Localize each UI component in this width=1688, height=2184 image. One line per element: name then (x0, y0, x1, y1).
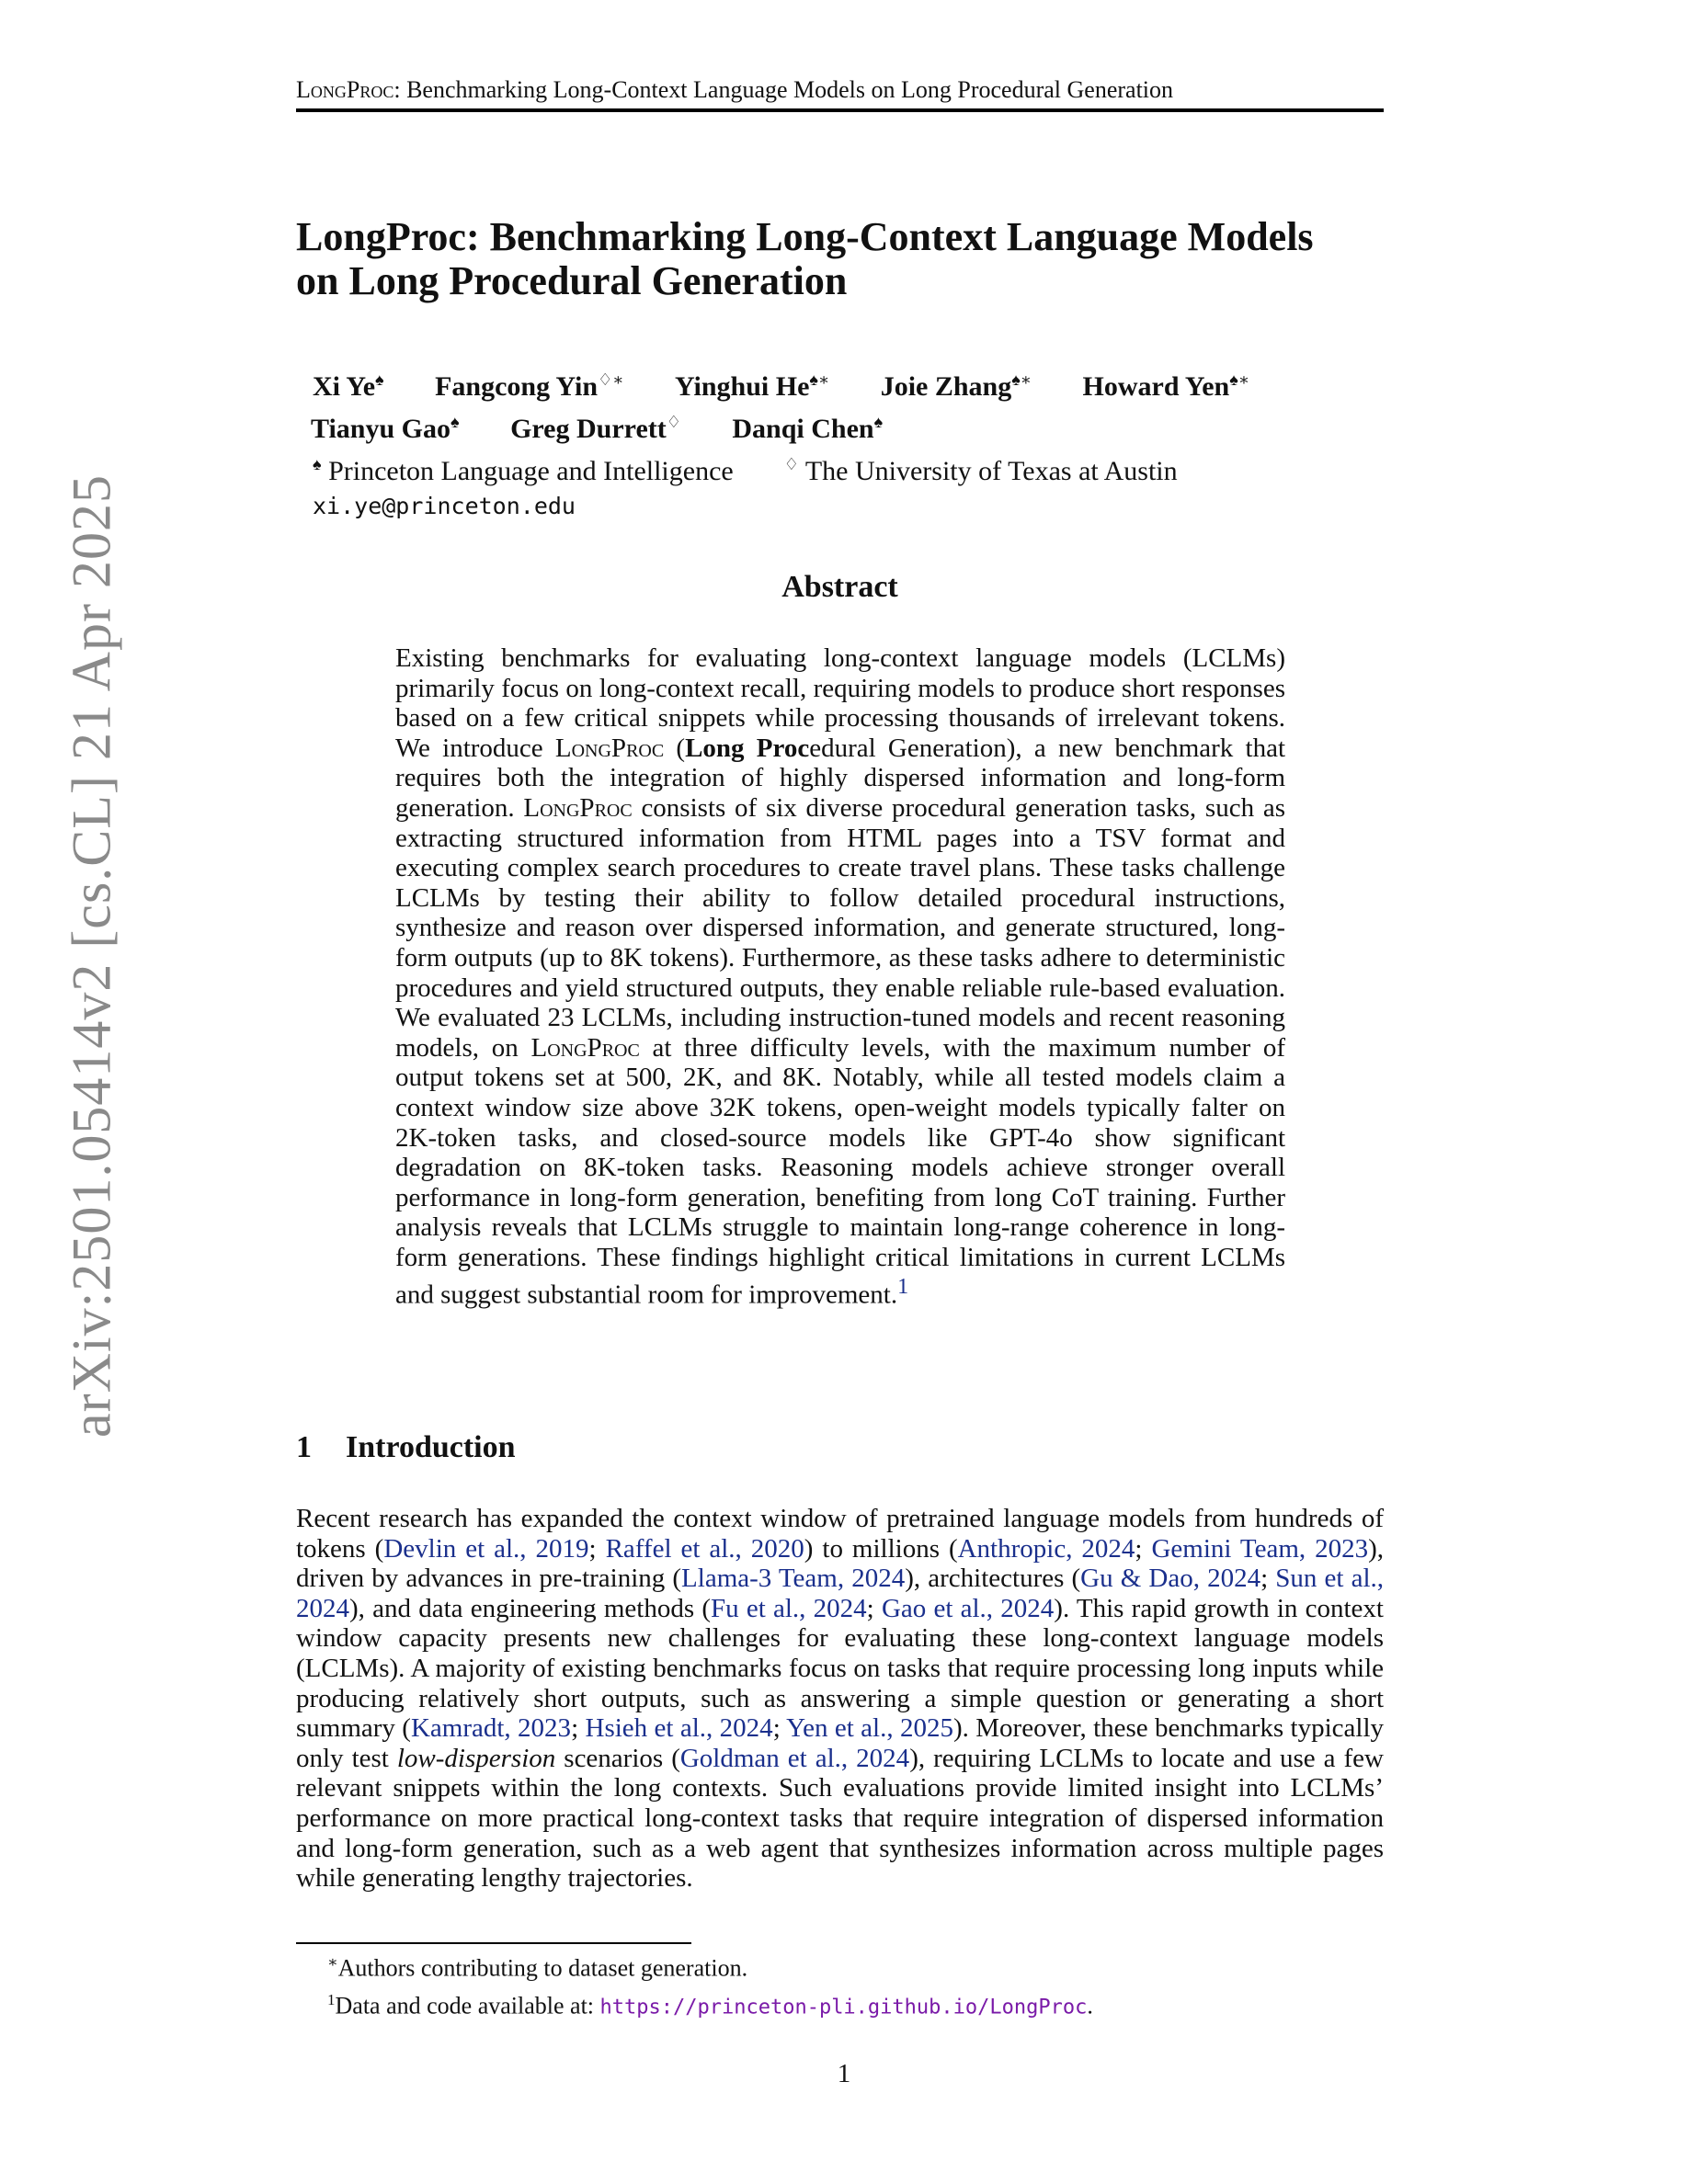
affiliations (313, 447, 1379, 489)
citation-link[interactable]: Gu & Dao, 2024 (1080, 1564, 1261, 1594)
author: Howard Yen♠∗ (1082, 370, 1250, 402)
citation-link[interactable]: Llama-3 Team, 2024 (681, 1564, 906, 1594)
author: Joie Zhang♠∗ (880, 370, 1032, 402)
paper-title (296, 215, 1384, 303)
affiliation-ut-austin: The University of Texas at Austin (804, 456, 1178, 486)
author: Tianyu Gao♠ (311, 413, 460, 444)
running-head-smallcaps: LongProc (296, 76, 394, 103)
running-head (296, 75, 1384, 112)
title-line-1: LongProc: Benchmarking Long-Context Language Models (296, 214, 1314, 259)
author-row-2 (311, 404, 1379, 447)
abstract-heading: Abstract (781, 570, 898, 604)
author-row-1 (313, 362, 1379, 404)
arxiv-stamp: arXiv:2501.05414v2 [cs.CL] 21 Apr 2025 (61, 474, 122, 1438)
author-block (313, 362, 1379, 524)
page-number: 1 (837, 2059, 851, 2088)
author: Yinghui He♠∗ (674, 370, 830, 402)
citation-link[interactable]: Sun et al., 2024 (296, 1564, 1384, 1623)
author: Greg Durrett♢ (510, 413, 681, 444)
citation-link[interactable]: Devlin et al., 2019 (383, 1533, 589, 1564)
affiliation-mark: ♢ (783, 455, 799, 473)
citation-link[interactable]: Anthropic, 2024 (957, 1533, 1135, 1564)
contact-email: xi.ye@princeton.edu (313, 493, 576, 519)
citation-link[interactable]: Fu et al., 2024 (711, 1593, 867, 1623)
footnote-rule (296, 1942, 691, 1944)
author: Xi Ye♠ (313, 370, 384, 402)
affiliation-princeton: Princeton Language and Intelligence (328, 456, 734, 486)
title-line-2: on Long Procedural Generation (296, 258, 848, 303)
author: Fangcong Yin♢∗ (435, 370, 624, 402)
section-heading: 1 Introduction (296, 1430, 516, 1464)
abstract-body: Existing benchmarks for evaluating long-context language models (LCLMs) primarily focus on long-context recall, requiring models to produce short responses based on a few critical snippets while processing thousands of irrelevant tokens. We introduce LongProc (Long Procedural Generation), a new benchmark that requires both the integration of highly dispersed information and long-form generation. LongProc consists of six diverse procedural generation tasks, such as extracting structured information from HTML pages into a TSV format and executing complex search procedures to create travel plans. These tasks challenge LCLMs by testing their ability to follow detailed procedural instructions, synthesize and reason over dispersed information, and generate structured, long-form outputs (up to 8K tokens). Furthermore, as these tasks adhere to deterministic procedures and yield structured outputs, they enable reliable rule-based evaluation. We evaluated 23 LCLMs, including instruction-tuned models and recent reasoning models, on LongProc at three difficulty levels, with the maximum number of output tokens set at 500, 2K, and 8K. Notably, while all tested models claim a context window size above 32K tokens, open-weight models typically falter on 2K-token tasks, and closed-source models like GPT-4o show significant degradation on 8K-token tasks. Reasoning models achieve stronger overall performance in long-form generation, benefiting from long CoT training. Further analysis reveals that LCLMs struggle to maintain long-range coherence in long-form generations. These findings highlight critical limitations in current LCLMs and suggest substantial room for improvement.$^1$ (395, 643, 1286, 1311)
citation-link[interactable]: Gemini Team, 2023 (1151, 1533, 1369, 1564)
citation-link[interactable]: Hsieh et al., 2024 (585, 1713, 773, 1744)
citation-link[interactable]: Raffel et al., 2020 (605, 1533, 804, 1564)
citation-link[interactable]: Yen et al., 2025 (786, 1713, 953, 1744)
author: Danqi Chen♠ (732, 413, 884, 444)
footnote-1: $^1$Data and code available at: https://princeton-pli.github.io/LongProc. (327, 1990, 1093, 2019)
footnote-star: ∗Authors contributing to dataset generation. (327, 1953, 748, 1982)
footnote-ref[interactable]: 1 (897, 1274, 909, 1300)
citation-link[interactable]: Kamradt, 2023 (410, 1713, 572, 1744)
running-head-text: : Benchmarking Long-Context Language Models on Long Procedural Generation (393, 76, 1174, 103)
data-url-link[interactable]: https://princeton-pli.github.io/LongProc (599, 1996, 1088, 2019)
affiliation-mark: ♠ (313, 455, 322, 473)
citation-link[interactable]: Goldman et al., 2024 (679, 1743, 910, 1773)
intro-paragraph: Recent research has expanded the context window of pretrained language models from hundreds of tokens (Devlin et al., 2019; Raffel et al., 2020) to millions (Anthropic, 2024; Gemini Team, 2023), driven by advances in pre-training (Llama-3 Team, 2024), architectures (Gu & Dao, 2024; Sun et al., 2024), and data engineering methods (Fu et al., 2024; Gao et al., 2024). This rapid growth in context window capacity presents new challenges for evaluating these long-context language models (LCLMs). A majority of existing benchmarks focus on tasks that require processing long inputs while producing relatively short outputs, such as answering a simple question or generating a short summary (Kamradt, 2023; Hsieh et al., 2024; Yen et al., 2025). Moreover, these benchmarks typically only test low-dispersion scenarios (Goldman et al., 2024), requiring LCLMs to locate and use a few relevant snippets within the long contexts. Such evaluations provide limited insight into LCLMs’ performance on more practical long-context tasks that require integration of dispersed information and long-form generation, such as a web agent that synthesizes information across multiple pages while generating lengthy trajectories. (296, 1504, 1385, 1894)
footnotes (296, 1947, 1384, 2023)
citation-link[interactable]: Gao et al., 2024 (881, 1593, 1055, 1623)
